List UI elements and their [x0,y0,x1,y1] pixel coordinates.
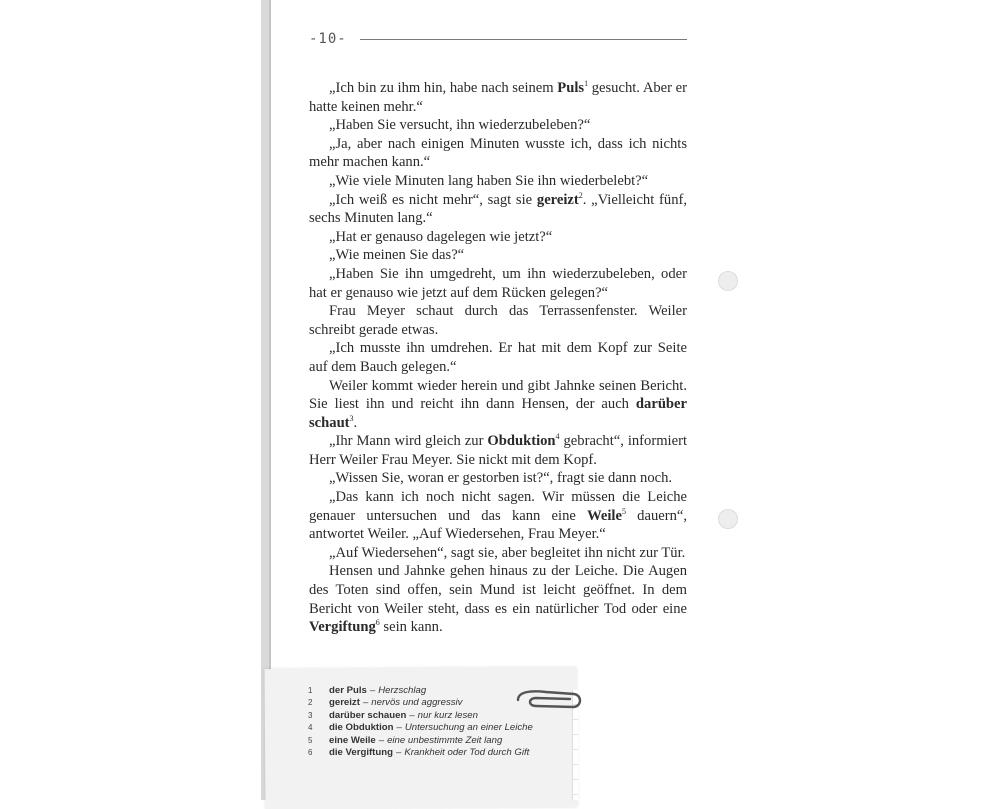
glossary-separator: – [378,734,385,746]
glossary-entry [308,722,568,734]
text-run: Frau Meyer schaut durch das Terrassenfenster. Weiler schreibt gerade etwas. [309,303,687,338]
text-run: „Wie meinen Sie das?“ [329,247,465,264]
glossary-definition: nervös und aggressiv [371,697,463,709]
text-run: „Ja, aber nach einigen Minuten wusste ich, dass ich nichts mehr machen kann.“ [309,135,687,171]
glossary-definition: Krankheit oder Tod durch Gift [404,747,530,759]
paragraph [309,116,687,135]
glossary-term: der Puls [329,685,367,696]
glossary-entry [308,747,568,759]
footnote-marker: 6 [375,618,380,628]
text-run: . „Vielleicht fünf, sechs Minuten lang.“ [309,191,687,227]
glossary-term: gereizt [329,697,360,709]
paragraph [309,377,687,433]
header-rule [360,39,687,40]
text-run: „Haben Sie versucht, ihn wiederzubeleben?“ [329,117,591,134]
glossary-number: 6 [308,748,313,758]
paragraph [309,544,687,563]
paragraph [309,265,687,302]
glossed-term: gereizt [536,191,579,208]
text-run: „Ich bin zu ihm hin, habe nach seinem [329,80,558,96]
text-run: „Wie viele Minuten lang haben Sie ihn wiederbelebt?“ [329,172,649,189]
paragraph [309,562,687,636]
glossary-separator: – [362,697,369,709]
footnote-marker: 3 [349,413,354,423]
paper-clip-icon [512,686,582,716]
paragraph [309,339,687,376]
glossary-separator: – [396,722,402,734]
glossary-entry [308,735,568,747]
glossary-definition: eine unbestimmte Zeit lang [387,734,503,746]
paragraph [309,488,687,544]
glossed-term: Obduktion [487,433,556,450]
text-run: „Hat er genauso dagelegen wie jetzt?“ [329,228,553,245]
glossary-number: 1 [308,686,313,695]
text-run: gesucht. Aber er hatte keinen mehr.“ [309,80,687,115]
text-run: Weiler kommt wieder herein und gibt Jahnke seinen Bericht. Sie liest ihn und reicht ihn dann Hensen, der auch [309,377,687,413]
glossary-term: die Obduktion [329,722,394,734]
glossed-term: Vergiftung [309,619,376,636]
paragraph [309,469,687,488]
paragraph [309,432,687,469]
glossary-definition: nur kurz lesen [417,709,478,721]
paragraph [309,302,687,339]
glossary-definition: Untersuchung an einer Leiche [404,722,533,734]
text-run: „Haben Sie ihn umgedreht, um ihn wiederzubeleben, oder hat er genauso wie jetzt auf dem Rücken gelegen?“ [309,265,687,301]
punch-hole [718,271,738,291]
footnote-marker: 5 [621,506,626,516]
story-text [309,79,687,637]
page-number: -10- [309,31,347,47]
text-run: „Auf Wiedersehen“, sagt sie, aber begleitet ihn nicht zur Tür. [329,544,686,561]
text-run: Hensen und Jahnke gehen hinaus zu der Leiche. Die Augen des Toten sind offen, sein Mund ist leicht geöffnet. In dem Bericht von Weiler steht, dass es ein natürlicher Tod oder eine [309,563,687,617]
text-run: „Ich musste ihn umdrehen. Er hat mit dem Kopf zur Seite auf dem Bauch gelegen.“ [309,340,687,375]
glossary-number: 5 [308,735,313,745]
glossary-number: 2 [308,698,313,708]
text-run: dauern“, antwortet Weiler. „Auf Wiedersehen, Frau Meyer.“ [309,507,687,543]
text-run: gebracht“, informiert Herr Weiler Frau Meyer. Sie nickt mit dem Kopf. [309,433,687,468]
footnote-marker: 2 [578,190,583,200]
text-run: „Ich weiß es nicht mehr“, sagt sie [329,191,537,208]
text-run: sein kann. [379,619,443,636]
paragraph [309,246,687,265]
glossary-number: 3 [308,710,313,720]
glossed-term: darüber schaut [309,396,687,431]
glossary-definition: Herzschlag [378,685,427,696]
glossed-term: Puls [557,80,585,96]
glossary-separator: – [395,747,402,759]
paragraph [309,172,687,191]
glossary-separator: – [409,709,415,721]
glossed-term: Weile [587,507,622,524]
text-run: „Das kann ich noch nicht sagen. Wir müssen die Leiche genauer untersuchen und das kann eine [309,489,687,524]
paragraph [309,228,687,247]
footnote-marker: 1 [584,79,589,89]
paragraph [309,191,687,228]
footnote-marker: 4 [555,432,560,442]
text-run: „Wissen Sie, woran er gestorben ist?“, fragt sie dann noch. [329,470,673,487]
text-run: . [353,414,358,431]
text-run: „Ihr Mann wird gleich zur [329,433,488,450]
glossary-separator: – [369,685,376,696]
glossary-term: eine Weile [329,734,376,746]
glossary-number: 4 [308,723,313,733]
glossary-term: darüber schauen [329,709,407,721]
paragraph [309,135,687,172]
paragraph [309,79,687,116]
punch-hole [718,509,738,529]
glossary-term: die Vergiftung [329,747,393,759]
